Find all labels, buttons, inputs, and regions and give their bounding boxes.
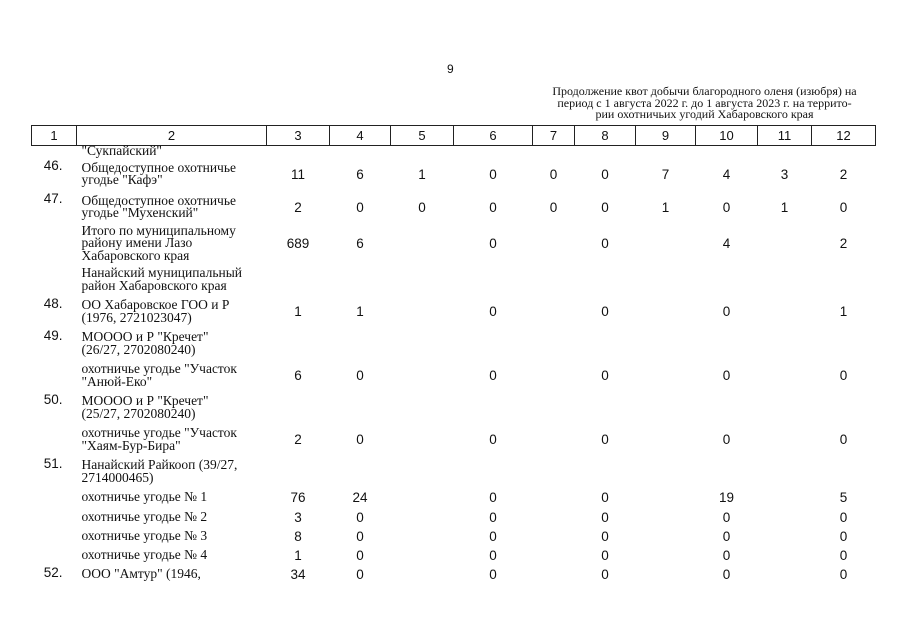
row-number: 49. <box>43 327 63 343</box>
cell-col-3: 2 <box>294 199 302 215</box>
row-name <box>77 456 267 488</box>
row-name-line: ООО "Амтур" (1946, <box>81 566 201 582</box>
cell-col-5 <box>391 296 454 328</box>
cell-col-5 <box>391 392 454 424</box>
cell-col-8 <box>575 264 636 296</box>
cell-col-5 <box>391 456 454 488</box>
cell-col-3: 3 <box>294 509 302 525</box>
table-row <box>32 296 876 328</box>
table-row <box>32 424 876 456</box>
cell-col-5: 1 <box>418 166 426 182</box>
cell-col-7 <box>533 224 575 264</box>
row-name-line: Общедоступное охотничье <box>81 192 236 208</box>
caption-line: рии охотничьих угодий Хабаровского края <box>595 107 814 121</box>
cell-col-12 <box>812 328 876 360</box>
cell-col-5 <box>391 360 454 392</box>
cell-col-4 <box>330 456 391 488</box>
cell-col-4: 0 <box>356 368 364 383</box>
cell-col-4: 0 <box>356 432 364 447</box>
cell-col-12: 0 <box>839 368 848 383</box>
cell-col-11 <box>758 360 812 392</box>
cell-col-12: 0 <box>839 199 848 215</box>
table-row <box>32 158 876 191</box>
cell-col-6: 0 <box>489 236 497 251</box>
table-row <box>32 264 876 296</box>
row-number: 50. <box>43 391 63 407</box>
row-name-line: охотничье угодье "Участок <box>81 425 237 440</box>
cell-col-11 <box>758 264 812 296</box>
row-number <box>32 264 77 296</box>
table-row <box>32 328 876 360</box>
cell-col-10 <box>696 392 758 424</box>
cell-col-6 <box>454 392 533 424</box>
cell-col-4: 6 <box>356 166 364 182</box>
cell-col-6 <box>454 328 533 360</box>
table-body <box>32 143 876 585</box>
cell-col-7: 0 <box>549 166 558 182</box>
row-name-line: угодье "Кафэ" <box>81 172 163 187</box>
row-name-line: угодье "Мухенский" <box>81 205 199 220</box>
quota-table <box>31 125 876 585</box>
cell-col-11 <box>758 296 812 328</box>
cell-col-10: 0 <box>722 567 731 582</box>
cell-col-10: 0 <box>722 368 731 383</box>
row-name <box>77 158 267 191</box>
row-name-line: охотничье угодье "Участок <box>81 361 237 376</box>
cell-col-6 <box>454 146 533 158</box>
cell-col-10: 0 <box>722 432 731 447</box>
cell-col-9 <box>636 424 696 456</box>
cell-col-5: 0 <box>418 199 426 215</box>
row-name-line: МОООО и Р "Кречет" <box>81 393 209 408</box>
column-header-10: 10 <box>696 126 758 146</box>
cell-col-10: 0 <box>722 509 731 525</box>
cell-col-10: 0 <box>722 199 731 215</box>
cell-col-7 <box>533 456 575 488</box>
row-number <box>32 546 77 565</box>
cell-col-8: 0 <box>601 547 609 563</box>
table-row <box>32 546 876 565</box>
cell-col-4 <box>330 392 391 424</box>
cell-col-8: 0 <box>601 432 609 447</box>
row-number: 46. <box>43 157 63 173</box>
cell-col-8: 0 <box>601 567 609 582</box>
row-name-line: Хабаровского края <box>81 247 190 263</box>
cell-col-9 <box>636 146 696 158</box>
row-name-line: (1976, 2721023047) <box>81 309 192 325</box>
cell-col-4: 0 <box>356 547 364 563</box>
cell-col-3: 2 <box>294 432 302 447</box>
row-name <box>77 527 267 546</box>
row-number: 52. <box>43 564 63 580</box>
cell-col-9 <box>636 456 696 488</box>
row-name <box>77 424 267 456</box>
row-name-line: Нанайский муниципальный <box>81 265 242 280</box>
column-header-6: 6 <box>454 126 533 146</box>
cell-col-7: 0 <box>549 199 558 215</box>
cell-col-8: 0 <box>601 490 609 505</box>
table-row <box>32 508 876 527</box>
cell-col-5 <box>391 224 454 264</box>
cell-col-3 <box>267 392 330 424</box>
row-name <box>77 328 267 360</box>
cell-col-11 <box>758 565 812 585</box>
row-name <box>77 264 267 296</box>
cell-col-4: 0 <box>356 567 364 582</box>
cell-col-4: 1 <box>356 304 364 319</box>
cell-col-6: 0 <box>489 304 497 319</box>
row-name <box>77 546 267 565</box>
cell-col-9 <box>636 224 696 264</box>
cell-col-7 <box>533 488 575 508</box>
row-name-line: Итого по муниципальному <box>81 222 236 238</box>
cell-col-5 <box>391 146 454 158</box>
page-number: 9 <box>447 62 454 76</box>
row-name-line: району имени Лазо <box>81 235 193 251</box>
cell-col-12: 0 <box>839 567 848 582</box>
cell-col-12 <box>812 456 876 488</box>
table-row <box>32 191 876 224</box>
column-header-12: 12 <box>812 126 876 146</box>
row-name <box>77 296 267 328</box>
row-number <box>32 146 77 158</box>
table-row <box>32 224 876 264</box>
cell-col-9 <box>636 488 696 508</box>
cell-col-5 <box>391 328 454 360</box>
row-name-line: "Сукпайский" <box>81 143 162 158</box>
cell-col-3: 34 <box>290 567 306 582</box>
column-header-11: 11 <box>758 126 812 146</box>
cell-col-10 <box>696 146 758 158</box>
cell-col-3: 8 <box>294 528 302 544</box>
cell-col-3: 1 <box>294 547 302 563</box>
cell-col-12: 0 <box>839 432 848 447</box>
cell-col-12: 1 <box>839 304 848 319</box>
cell-col-11 <box>758 224 812 264</box>
cell-col-12: 2 <box>839 166 848 182</box>
cell-col-7 <box>533 508 575 527</box>
row-name-line: 2714000465) <box>81 469 154 485</box>
cell-col-5 <box>391 264 454 296</box>
cell-col-7 <box>533 424 575 456</box>
column-header-2: 2 <box>77 126 267 146</box>
cell-col-8 <box>575 392 636 424</box>
cell-col-5 <box>391 508 454 527</box>
cell-col-3 <box>267 264 330 296</box>
table-row <box>32 360 876 392</box>
cell-col-5 <box>391 424 454 456</box>
table-caption <box>538 86 871 121</box>
row-name <box>77 488 267 508</box>
cell-col-8: 0 <box>601 199 609 215</box>
cell-col-9 <box>636 527 696 546</box>
cell-col-9 <box>636 508 696 527</box>
cell-col-9: 7 <box>661 166 670 182</box>
cell-col-4: 0 <box>356 509 364 525</box>
cell-col-4 <box>330 264 391 296</box>
cell-col-7 <box>533 328 575 360</box>
cell-col-3: 6 <box>294 368 302 383</box>
row-name-line: Нанайский Райкооп (39/27, <box>81 457 238 472</box>
cell-col-11 <box>758 392 812 424</box>
cell-col-12: 0 <box>839 528 848 544</box>
cell-col-9 <box>636 296 696 328</box>
column-header-4: 4 <box>330 126 391 146</box>
row-number: 51. <box>43 455 63 471</box>
cell-col-4 <box>330 328 391 360</box>
table-row <box>32 565 876 585</box>
row-name-line: "Анюй-Еко" <box>81 373 153 389</box>
cell-col-12: 2 <box>839 236 848 251</box>
cell-col-6 <box>454 456 533 488</box>
cell-col-6: 0 <box>489 528 497 544</box>
cell-col-6: 0 <box>489 567 497 582</box>
cell-col-7 <box>533 146 575 158</box>
cell-col-4: 6 <box>356 236 364 251</box>
cell-col-6: 0 <box>489 166 497 182</box>
cell-col-5 <box>391 565 454 585</box>
row-name <box>77 224 267 264</box>
cell-col-11 <box>758 146 812 158</box>
table-row <box>32 456 876 488</box>
cell-col-7 <box>533 527 575 546</box>
cell-col-11 <box>758 508 812 527</box>
cell-col-11 <box>758 546 812 565</box>
row-name-line: охотничье угодье № 3 <box>81 527 208 543</box>
column-header-3: 3 <box>267 126 330 146</box>
cell-col-11 <box>758 424 812 456</box>
caption-line: Продолжение квот добычи благородного оленя (изюбря) на <box>552 84 857 98</box>
row-name <box>77 392 267 424</box>
row-name-line: охотничье угодье № 1 <box>81 489 208 505</box>
table-row <box>32 488 876 508</box>
cell-col-3 <box>267 456 330 488</box>
cell-col-12 <box>812 146 876 158</box>
row-number <box>32 360 77 392</box>
cell-col-10: 4 <box>722 236 731 251</box>
cell-col-8: 0 <box>601 528 609 544</box>
cell-col-10: 0 <box>722 304 731 319</box>
cell-col-9 <box>636 392 696 424</box>
cell-col-4: 0 <box>356 199 364 215</box>
cell-col-3: 11 <box>290 166 305 182</box>
row-name-line: Общедоступное охотничье <box>81 159 236 175</box>
cell-col-11 <box>758 328 812 360</box>
cell-col-11 <box>758 456 812 488</box>
cell-col-6: 0 <box>489 432 497 447</box>
cell-col-3: 689 <box>286 236 310 251</box>
column-header-8: 8 <box>575 126 636 146</box>
cell-col-5 <box>391 527 454 546</box>
cell-col-10 <box>696 328 758 360</box>
column-header-5: 5 <box>391 126 454 146</box>
cell-col-7 <box>533 565 575 585</box>
cell-col-8 <box>575 456 636 488</box>
cell-col-3: 1 <box>294 304 302 319</box>
cell-col-5 <box>391 546 454 565</box>
cell-col-3 <box>267 146 330 158</box>
row-name-line: (25/27, 2702080240) <box>81 405 196 421</box>
cell-col-12: 0 <box>839 509 848 525</box>
cell-col-6: 0 <box>489 509 497 525</box>
row-name-line: МОООО и Р "Кречет" <box>81 329 209 344</box>
cell-col-3: 76 <box>290 490 306 505</box>
row-name-line: район Хабаровского края <box>81 277 227 293</box>
row-number: 48. <box>43 295 63 311</box>
cell-col-6: 0 <box>489 368 497 383</box>
cell-col-10: 19 <box>718 490 735 505</box>
row-number: 47. <box>43 190 63 206</box>
cell-col-9 <box>636 546 696 565</box>
cell-col-8: 0 <box>601 368 609 383</box>
row-name-line: (26/27, 2702080240) <box>81 341 196 357</box>
cell-col-7 <box>533 360 575 392</box>
cell-col-6 <box>454 264 533 296</box>
cell-col-4: 0 <box>356 528 364 544</box>
cell-col-11 <box>758 488 812 508</box>
row-number <box>32 224 77 264</box>
cell-col-8 <box>575 328 636 360</box>
table-row <box>32 392 876 424</box>
cell-col-6: 0 <box>489 199 497 215</box>
row-number <box>32 424 77 456</box>
cell-col-5 <box>391 488 454 508</box>
cell-col-8: 0 <box>601 509 609 525</box>
cell-col-8: 0 <box>601 236 609 251</box>
cell-col-4: 24 <box>352 490 368 505</box>
table-row <box>32 527 876 546</box>
cell-col-8 <box>575 146 636 158</box>
cell-col-11: 3 <box>780 166 789 182</box>
row-name <box>77 191 267 224</box>
cell-col-12: 5 <box>839 490 848 505</box>
row-name-line: охотничье угодье № 2 <box>81 508 208 524</box>
cell-col-8: 0 <box>601 166 609 182</box>
cell-col-7 <box>533 264 575 296</box>
cell-col-10 <box>696 264 758 296</box>
row-name <box>77 508 267 527</box>
cell-col-12 <box>812 392 876 424</box>
table-row <box>32 146 876 158</box>
cell-col-10 <box>696 456 758 488</box>
row-number <box>32 488 77 508</box>
cell-col-12: 0 <box>839 547 848 563</box>
cell-col-8: 0 <box>601 304 609 319</box>
cell-col-10: 0 <box>722 547 731 563</box>
row-number <box>32 527 77 546</box>
cell-col-7 <box>533 546 575 565</box>
cell-col-10: 0 <box>722 528 731 544</box>
column-header-9: 9 <box>636 126 696 146</box>
row-name-line: ОО Хабаровское ГОО и Р <box>81 297 230 312</box>
row-number <box>32 508 77 527</box>
row-name <box>77 360 267 392</box>
cell-col-3 <box>267 328 330 360</box>
column-header-1: 1 <box>32 126 77 146</box>
cell-col-7 <box>533 392 575 424</box>
cell-col-12 <box>812 264 876 296</box>
row-name-line: охотничье угодье № 4 <box>81 546 208 562</box>
cell-col-10: 4 <box>722 166 731 182</box>
row-name-line: "Хаям-Бур-Бира" <box>81 437 181 453</box>
cell-col-7 <box>533 296 575 328</box>
row-name <box>77 143 267 158</box>
cell-col-11 <box>758 527 812 546</box>
cell-col-9 <box>636 328 696 360</box>
cell-col-9: 1 <box>661 199 670 215</box>
cell-col-9 <box>636 360 696 392</box>
cell-col-6: 0 <box>489 547 497 563</box>
cell-col-11: 1 <box>780 199 789 215</box>
cell-col-6: 0 <box>489 490 497 505</box>
cell-col-9 <box>636 264 696 296</box>
column-header-7: 7 <box>533 126 575 146</box>
caption-line: период с 1 августа 2022 г. до 1 августа 2023 г. на террито- <box>557 95 852 110</box>
row-name <box>77 565 267 585</box>
cell-col-9 <box>636 565 696 585</box>
cell-col-4 <box>330 146 391 158</box>
